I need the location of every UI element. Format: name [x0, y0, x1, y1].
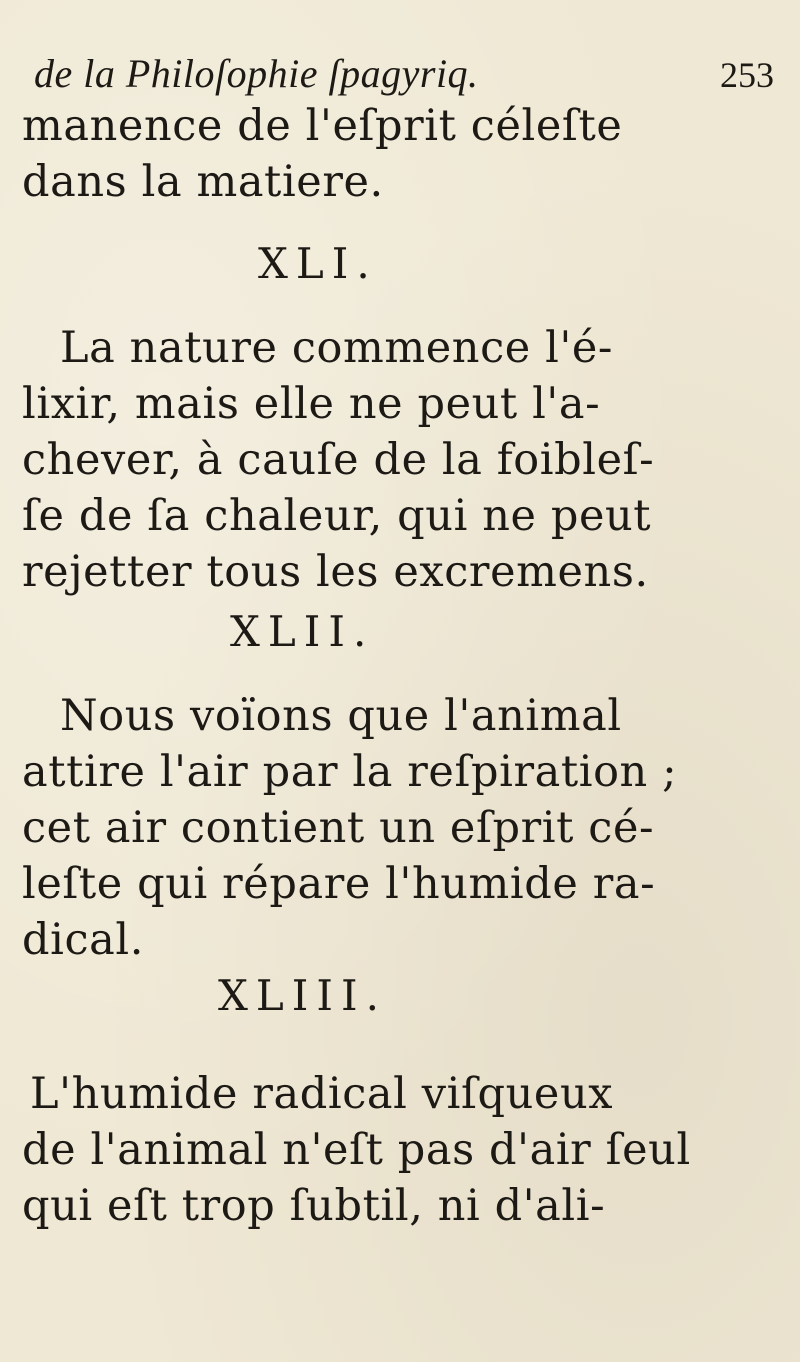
text-line: qui eſt trop ſubtil, ni d'ali-	[22, 1181, 606, 1231]
text-line: cet air contient un eſprit cé-	[22, 803, 655, 853]
text-line: La nature commence l'é-	[60, 323, 614, 373]
text-line: dical.	[22, 915, 145, 965]
text-line: leſte qui répare l'humide ra-	[22, 859, 656, 909]
text-line: manence de l'eſprit céleſte	[22, 101, 623, 151]
text-line: chever, à cauſe de la foibleſ-	[22, 435, 655, 485]
text-line: rejetter tous les excremens.	[22, 547, 649, 597]
text-line: Nous voïons que l'animal	[60, 691, 622, 741]
text-line: lixir, mais elle ne peut l'a-	[22, 379, 601, 429]
text-line: dans la matiere.	[22, 157, 384, 207]
text-line: de l'animal n'eſt pas d'air ſeul	[22, 1125, 691, 1175]
text-line: L'humide radical viſqueux	[30, 1069, 614, 1119]
section-number: XLIII.	[218, 971, 387, 1020]
section-number: XLI.	[258, 239, 378, 288]
page-number: 253	[720, 55, 774, 95]
section-number: XLII.	[230, 607, 375, 656]
running-head: de la Philoſophie ſpagyriq.	[34, 51, 479, 96]
text-line: attire l'air par la reſpiration ;	[22, 747, 678, 797]
text-line: ſe de ſa chaleur, qui ne peut	[22, 491, 652, 541]
